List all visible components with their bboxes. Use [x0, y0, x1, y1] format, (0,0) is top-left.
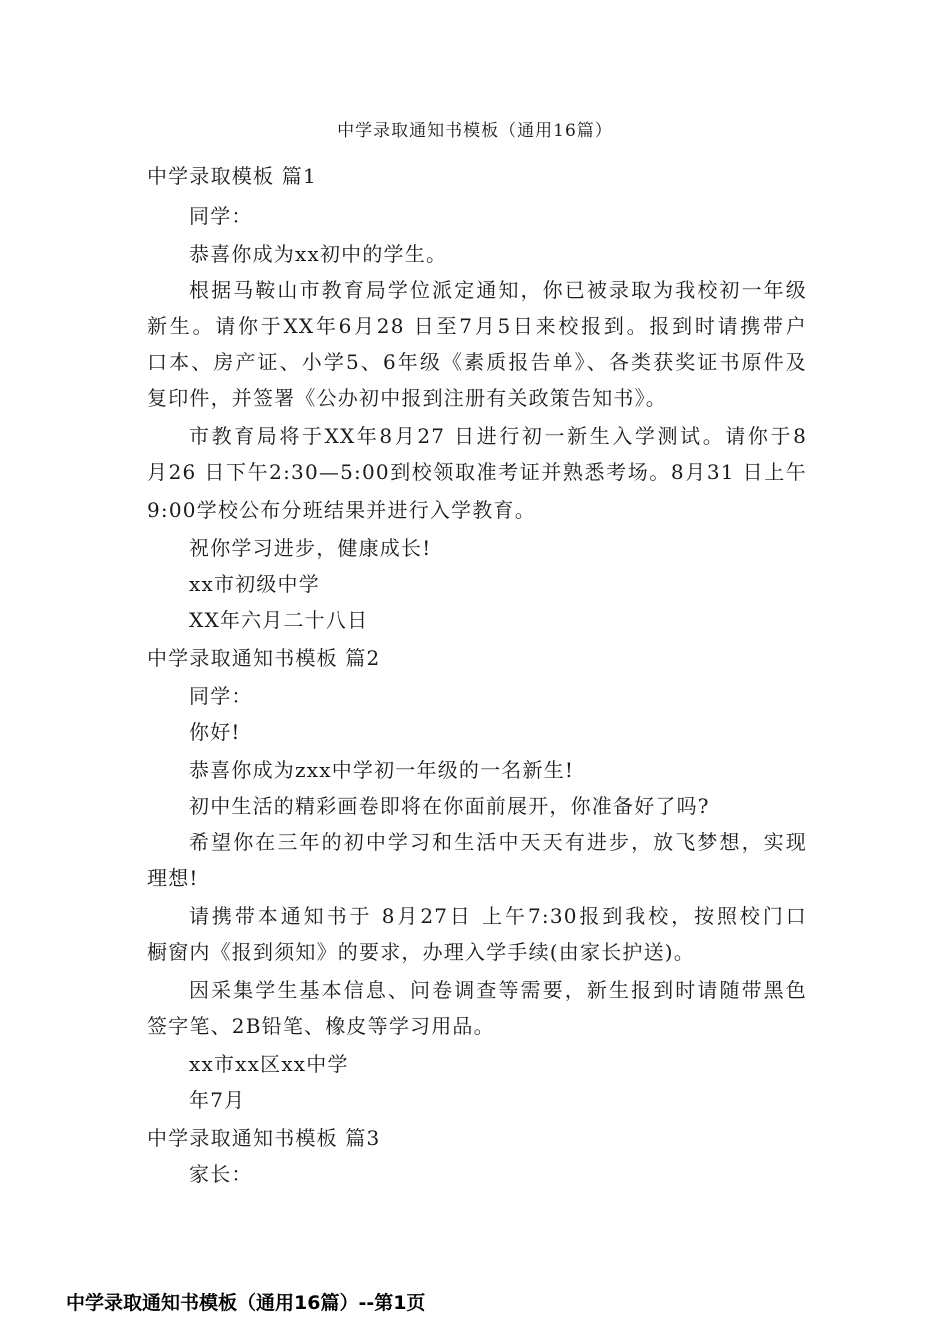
paragraph-line: 同学：: [189, 204, 253, 228]
date-line: XX年六月二十八日: [189, 608, 369, 632]
paragraph-line: 同学：: [189, 684, 253, 708]
paragraph-line: 理想!: [147, 866, 199, 890]
paragraph-line: 市教育局将于XX年8月27 日进行初一新生入学测试。请你于8: [189, 424, 807, 448]
paragraph-line: 初中生活的精彩画卷即将在你面前展开，你准备好了吗?: [189, 794, 710, 818]
paragraph-line: 恭喜你成为zxx中学初一年级的一名新生!: [189, 758, 575, 782]
section-heading: 中学录取通知书模板 篇2: [147, 646, 381, 670]
page-footer: 中学录取通知书模板（通用16篇）--第1页: [66, 1292, 426, 1314]
section-heading: 中学录取模板 篇1: [147, 164, 317, 188]
paragraph-line: 根据马鞍山市教育局学位派定通知，你已被录取为我校初一年级: [189, 278, 807, 302]
paragraph-line: 家长：: [189, 1162, 253, 1186]
paragraph-line: 祝你学习进步，健康成长!: [189, 536, 432, 560]
paragraph-line: 橱窗内《报到须知》的要求，办理入学手续(由家长护送)。: [147, 940, 696, 964]
section-heading: 中学录取通知书模板 篇3: [147, 1126, 381, 1150]
paragraph-line: 签字笔、2B铅笔、橡皮等学习用品。: [147, 1014, 495, 1038]
paragraph-line: 请携带本通知书于 8月27日 上午7:30报到我校，按照校门口: [189, 904, 807, 928]
date-line: 年7月: [189, 1088, 246, 1112]
signature-line: xx市xx区xx中学: [189, 1052, 349, 1076]
paragraph-line: 你好!: [189, 720, 241, 744]
paragraph-line: 希望你在三年的初中学习和生活中天天有进步，放飞梦想，实现: [189, 830, 807, 854]
signature-line: xx市初级中学: [189, 572, 320, 596]
paragraph-line: 因采集学生基本信息、问卷调查等需要，新生报到时请随带黑色: [189, 978, 807, 1002]
paragraph-line: 新生。请你于XX年6月28 日至7月5日来校报到。报到时请携带户: [147, 314, 807, 338]
paragraph-line: 月26 日下午2:30—5:00到校领取准考证并熟悉考场。8月31 日上午: [147, 460, 807, 484]
paragraph-line: 复印件，并签署《公办初中报到注册有关政策告知书》。: [147, 386, 667, 410]
paragraph-line: 口本、房产证、小学5、6年级《素质报告单》、各类获奖证书原件及: [147, 350, 807, 374]
paragraph-line: 恭喜你成为xx初中的学生。: [189, 242, 448, 266]
paragraph-line: 9:00学校公布分班结果并进行入学教育。: [147, 498, 536, 522]
document-title: 中学录取通知书模板（通用16篇）: [337, 121, 613, 141]
